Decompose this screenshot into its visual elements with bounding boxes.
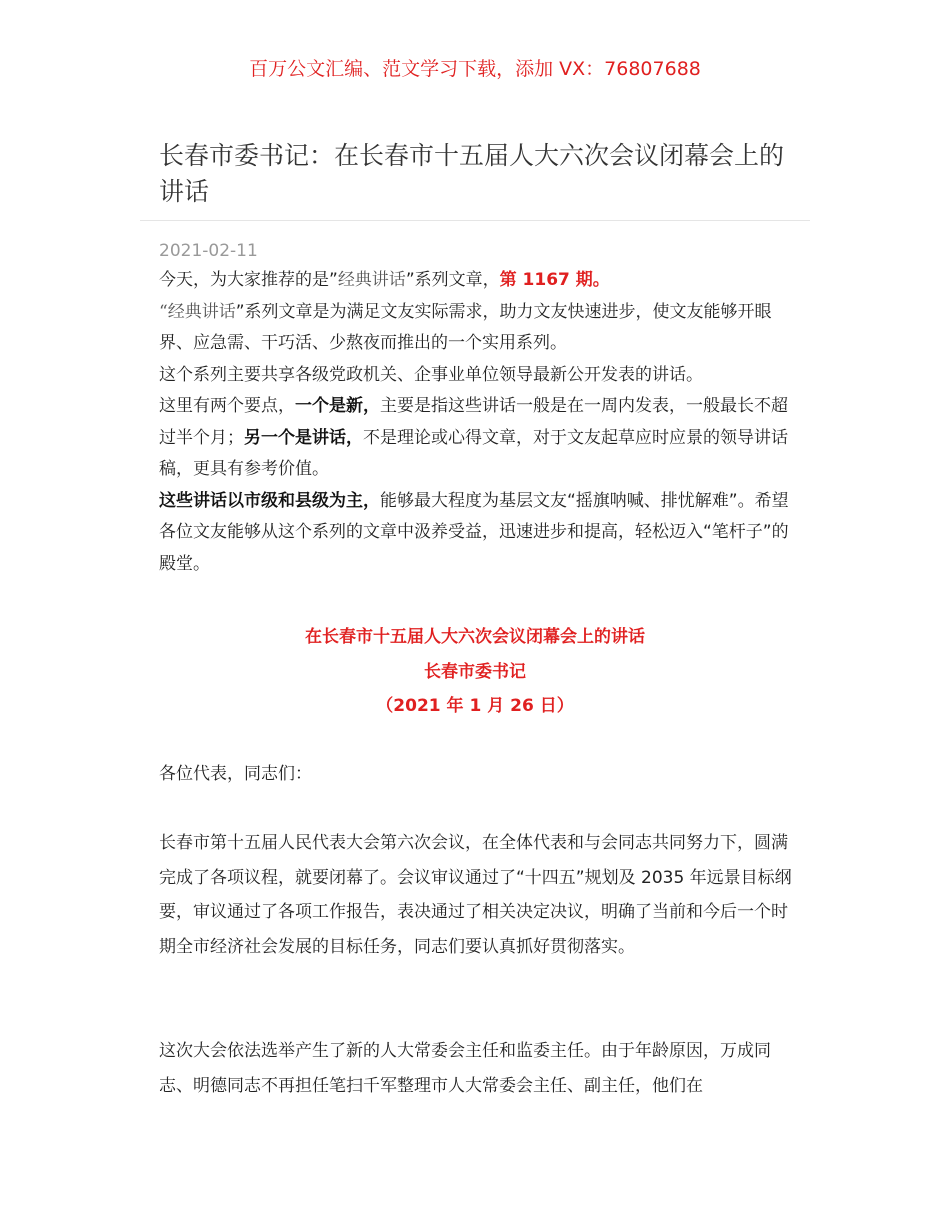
promo-banner: 百万公文汇编、范文学习下载，添加 VX：76807688 — [249, 58, 701, 80]
intro-text: 主要是指这些讲话一般是在一周内发表，一般最长不超过半个月； — [159, 396, 788, 448]
intro-text: 不是理论或心得文章，对于文友起草应时应景的领导讲话稿，更具有参考价值。 — [159, 427, 788, 479]
intro-section — [159, 265, 799, 580]
intro-text: ”系列文章， — [405, 270, 500, 290]
issue-number: 第 1167 期。 — [499, 270, 610, 290]
intro-line-1 — [159, 265, 799, 297]
speech-speaker: 长春市委书记 — [424, 661, 526, 682]
intro-line-3: 这个系列主要共享各级党政机关、企事业单位领导最新公开发表的讲话。 — [159, 364, 703, 385]
speech-greeting: 各位代表，同志们： — [159, 764, 312, 784]
series-name: 经典讲话 — [337, 270, 406, 290]
intro-text: 这里有两个要点， — [159, 396, 295, 416]
article-date: 2021-02-11 — [159, 241, 258, 261]
key-point-3: 这些讲话以市级和县级为主， — [159, 490, 380, 511]
quote-mark: “ — [159, 301, 168, 322]
key-point-2: 另一个是讲话， — [244, 427, 363, 448]
intro-text: 能够最大程度为基层文友“摇旗呐喊、排忧解难”。希望各位文友能够从这个系列的文章中汲养受益，迅速进步和提高，轻松迈入“笔杆子”的殿堂。 — [159, 490, 789, 574]
speech-date: （2021 年 1 月 26 日） — [376, 696, 574, 716]
intro-text: ”系列文章是为满足文友实际需求，助力文友快速进步，使文友能够开眼界、应急需、干巧活、少熬夜而推出的一个实用系列。 — [159, 301, 772, 353]
article-title: 长春市委书记：在长春市十五届人大六次会议闭幕会上的讲话 — [159, 141, 785, 206]
speech-title: 在长春市十五届人大六次会议闭幕会上的讲话 — [305, 627, 645, 647]
title-divider — [140, 220, 810, 221]
speech-heading — [0, 620, 950, 724]
key-point-1: 一个是新， — [295, 396, 380, 416]
intro-line-4 — [159, 391, 799, 486]
speech-paragraph-2: 这次大会依法选举产生了新的人大常委会主任和监委主任。由于年龄原因，万成同志、明德同志不再担任笔扫千军整理市人大常委会主任、副主任，他们在 — [159, 1041, 771, 1096]
intro-text: 今天，为大家推荐的是” — [159, 270, 338, 290]
intro-line-5 — [159, 486, 799, 581]
speech-paragraph-1: 长春市第十五届人民代表大会第六次会议，在全体代表和与会同志共同努力下，圆满完成了各项议程，就要闭幕了。会议审议通过了“十四五”规划及 2035 年远景目标纲要，审议通过了各项工作报告，表决通过了相关决定决议，明确了当前和今后一个时期全市经济社会发展的目标任务，同志们要认真抓好贯彻落实。 — [159, 833, 792, 957]
intro-line-2 — [159, 297, 799, 360]
series-name: 经典讲话 — [167, 301, 236, 322]
